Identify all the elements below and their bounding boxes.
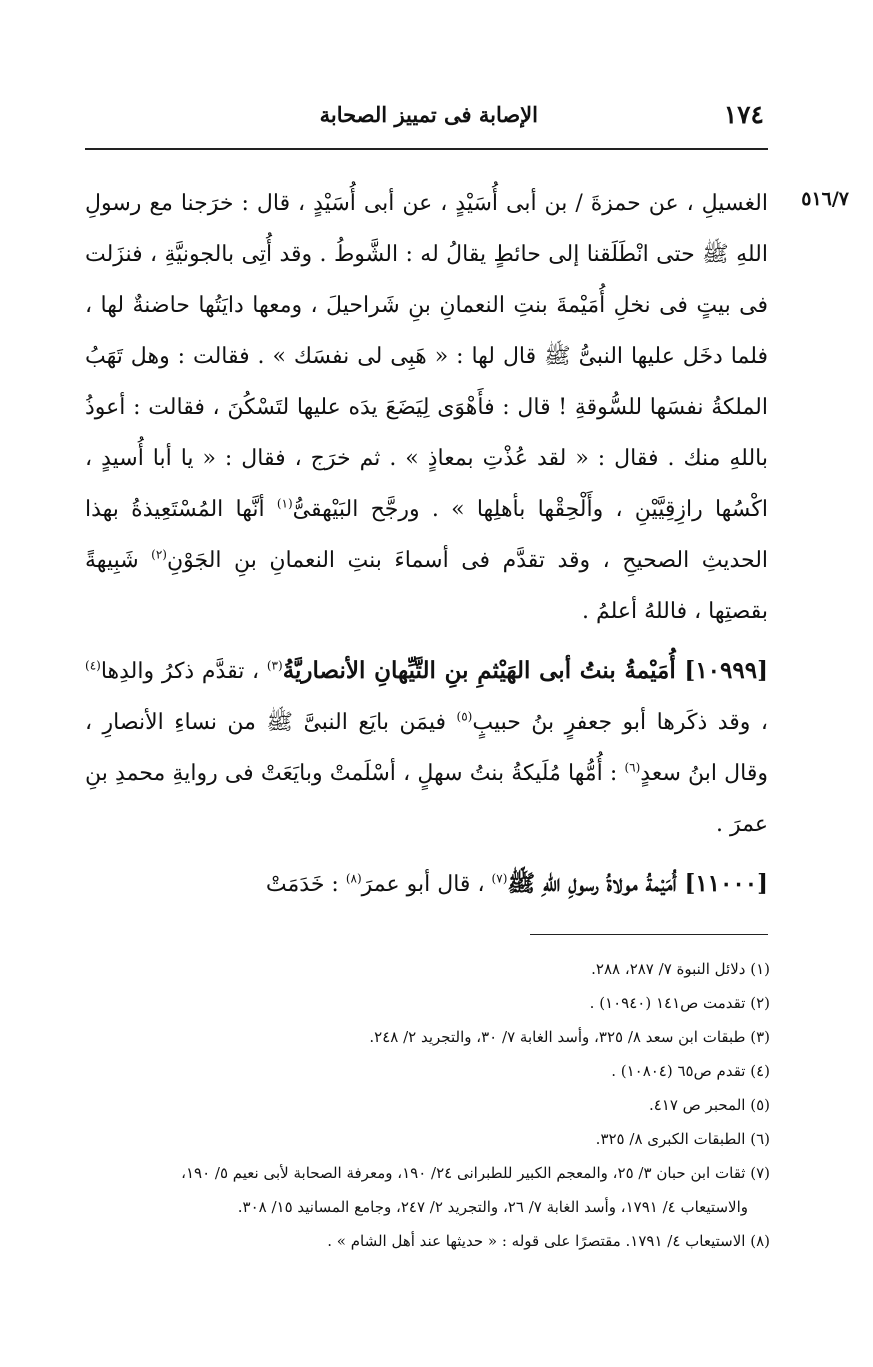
entry-text: : خَدَمَتْ	[265, 872, 346, 897]
paragraph-text-end: شَبِيهةً بقصتِها ، فاللهُ أعلمُ .	[85, 548, 768, 624]
footnote-8: (٨) الاستيعاب ٤/ ١٧٩١. مقتصرًا على قوله : « حديثها عند أهل الشام » .	[327, 1232, 770, 1250]
paragraph-text: الغسيلِ ، عن حمزةَ / بن أبى أُسَيْدٍ ، عن أبى أُسَيْدٍ ، قال : خرَجنا مع رسولِ اللهِ ﷺ حتى انْطَلَقنا إلى حائطٍ يقالُ له : الشَّوطُ . وقد أُتِى بالجونيَّةِ ، فنزَلت فى بيتٍ فى نخلِ أُمَيْمةَ بنتِ النعمانِ بنِ شَراحيلَ ، ومعها دايَتُها حاضنةٌ لها ، فلما دخَل عليها النبىُّ ﷺ قال لها : « هَبِى لى نفسَك » . فقالت : وهل تَهَبُ الملكةُ نفسَها للسُّوقةِ ! قال : فأَهْوَى لِيَضَعَ يدَه عليها لتَسْكُنَ ، فقالت : أعوذُ باللهِ منك . فقال : « لقد عُذْتِ بمعاذٍ » . ثم خرَج ، فقال : « يا أبا أُسيدٍ ، اكْسُها رازِقِيَّيْنِ ، وأَلْحِقْها بأهلِها » . ورجَّح البَيْهقىُّ	[85, 191, 768, 522]
footnote-ref-8[interactable]: (٨)	[345, 871, 362, 886]
entry-11000	[85, 858, 768, 910]
footnote-5: (٥) المحبر ص ٤١٧.	[648, 1096, 770, 1114]
footnote-7-continued: والاستيعاب ٤/ ١٧٩١، وأسد الغابة ٧/ ٢٦، والتجريد ٢/ ٢٤٧، وجامع المسانيد ١٥/ ٣٠٨.	[237, 1198, 748, 1216]
entry-text: ، قال أبو عمرَ	[361, 872, 492, 897]
entry-text: ، تقدَّم ذكرُ والدِها	[100, 659, 267, 684]
footnote-6: (٦) الطبقات الكبرى ٨/ ٣٢٥.	[595, 1130, 770, 1148]
entry-heading: [١١٠٠٠] أُمَيْمةُ مولاةُ رسولِ اللهِ ﷺ	[507, 870, 768, 897]
header-rule	[85, 148, 768, 150]
footnote-ref-1[interactable]: (١)	[276, 496, 293, 511]
footnote-rule	[530, 934, 768, 935]
footnote-4: (٤) تقدم ص٦٥ (١٠٨٠٤) .	[611, 1062, 770, 1080]
page-number: ١٧٤	[723, 100, 764, 129]
margin-reference: ٥١٦/٧	[801, 188, 849, 210]
footnote-ref-2[interactable]: (٢)	[151, 547, 167, 562]
entry-heading: [١٠٩٩٩] أُمَيْمةُ بنتُ أبى الهَيْثمِ بنِ التَّيِّهانِ الأنصاريَّةُ	[282, 657, 768, 684]
entry-text: فيمَن بايَع النبىَّ ﷺ من نساءِ الأنصارِ ، وقال ابنُ سعدٍ	[85, 710, 768, 786]
main-text	[85, 178, 768, 910]
footnote-3: (٣) طبقات ابن سعد ٨/ ٣٢٥، وأسد الغابة ٧/ ٣٠، والتجريد ٢/ ٢٤٨.	[369, 1028, 770, 1046]
entry-text: ، وقد ذكَرها أبو جعفرٍ بنُ حبيبٍ	[472, 710, 768, 735]
footnote-1: (١) دلائل النبوة ٧/ ٢٨٧، ٢٨٨.	[591, 960, 770, 978]
footnote-ref-7[interactable]: (٧)	[491, 871, 508, 886]
entry-text: : أُمُّها مُلَيكةُ بنتُ سهلٍ ، أسْلَمتْ وبايَعَتْ فى روايةِ محمدِ بنِ عمرَ .	[85, 761, 768, 837]
page-header	[85, 100, 768, 132]
footnote-7: (٧) ثقات ابن حبان ٣/ ٢٥، والمعجم الكبير للطبرانى ٢٤/ ١٩٠، ومعرفة الصحابة لأبى نعيم ٥/ ١٩٠،	[181, 1164, 770, 1182]
footnote-ref-3[interactable]: (٣)	[266, 658, 283, 673]
running-title: الإصابة فى تمييز الصحابة	[319, 102, 538, 127]
entry-10999	[85, 645, 768, 850]
paragraph-text-mid: أنَّها المُسْتَعِيذةُ بهذا الحديثِ الصحيحِ ، وقد تقدَّم فى أسماءَ بنتِ النعمانِ بنِ الجَوْنِ	[85, 497, 769, 573]
footnote-2: (٢) تقدمت ص١٤١ (١٠٩٤٠) .	[589, 994, 770, 1012]
footnote-ref-5[interactable]: (٥)	[456, 709, 473, 724]
footnote-ref-4[interactable]: (٤)	[85, 658, 101, 673]
paragraph-continuation	[85, 178, 768, 637]
footnotes	[85, 952, 770, 1258]
footnote-ref-6[interactable]: (٦)	[624, 760, 641, 775]
